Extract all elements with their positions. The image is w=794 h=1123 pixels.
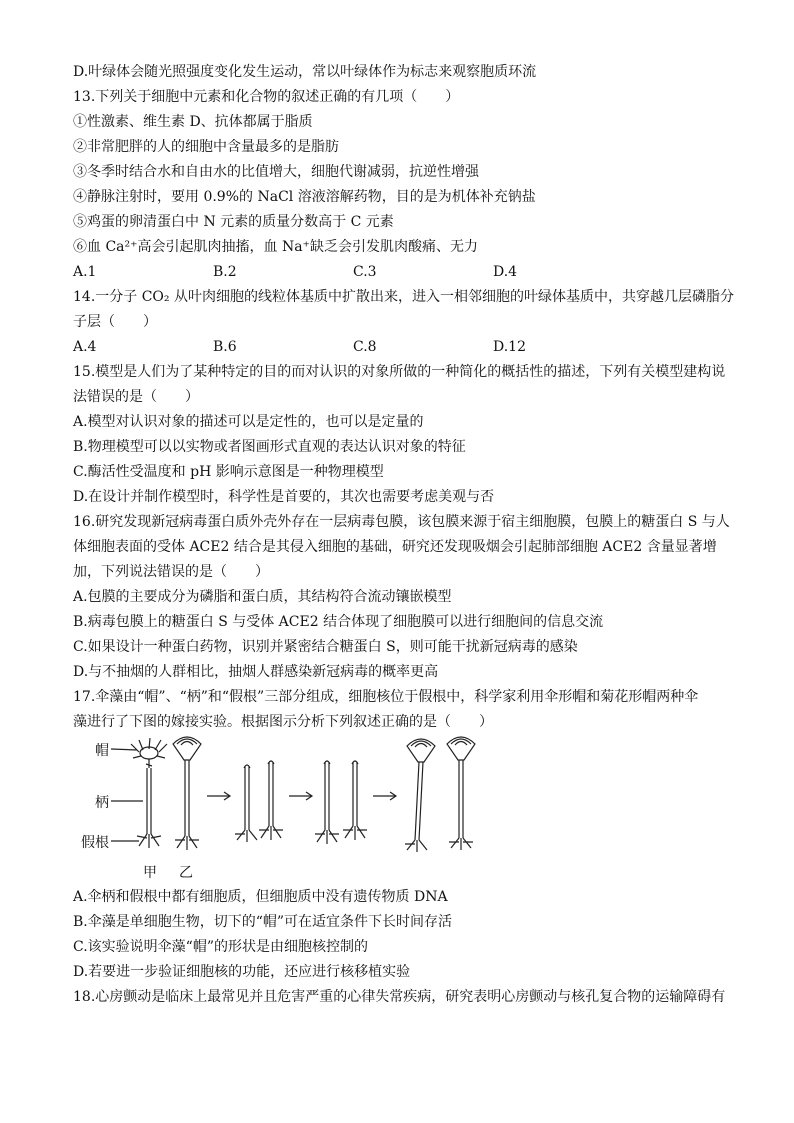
q16-option-a: A.包膜的主要成分为磷脂和蛋白质，其结构符合流动镶嵌模型 bbox=[73, 589, 452, 605]
figure-label-rhizoid: 假根 bbox=[81, 835, 109, 851]
grafting-figure bbox=[73, 730, 493, 882]
grafted-algae bbox=[315, 761, 367, 844]
q15-option-d: D.在设计并制作模型时，科学性是首要的，其次也需要考虑美观与否 bbox=[73, 489, 495, 505]
alga-jia bbox=[131, 738, 167, 848]
q17-stem: 17.伞藻由“帽”、“柄”和“假根”三部分组成，细胞核位于假根中，科学家利用伞形帽和菊花形帽两种伞 bbox=[73, 689, 699, 705]
figure-label-cap: 帽 bbox=[95, 743, 109, 759]
q16-option-d: D.与不抽烟的人群相比，抽烟人群感染新冠病毒的概率更高 bbox=[73, 664, 439, 680]
q14-stem: 14.一分子 CO₂ 从叶肉细胞的线粒体基质中扩散出来，进入一相邻细胞的叶绿体基质中，共穿越几层磷脂分 bbox=[73, 289, 734, 305]
q17-option-a: A.伞柄和假根中都有细胞质，但细胞质中没有遗传物质 DNA bbox=[73, 889, 448, 905]
figure-label-yi: 乙 bbox=[179, 865, 193, 881]
cut-stalks bbox=[235, 761, 283, 842]
grafting-diagram bbox=[73, 730, 493, 882]
q15-option-c: C.酶活性受温度和 pH 影响示意图是一种物理模型 bbox=[73, 464, 384, 480]
q15-option-b: B.物理模型可以以实物或者图画形式直观的表达认识对象的特征 bbox=[73, 439, 466, 455]
q15-option-a: A.模型对认识对象的描述可以是定性的，也可以是定量的 bbox=[73, 414, 424, 430]
q13-statement-6: ⑥血 Ca²⁺高会引起肌肉抽搐，血 Na⁺缺乏会引发肌肉酸痛、无力 bbox=[73, 239, 478, 255]
figure-label-jia: 甲 bbox=[143, 865, 157, 881]
q15-stem: 15.模型是人们为了某种特定的目的而对认识的对象所做的一种简化的概括性的描述，下列有关模型建构说 bbox=[73, 364, 726, 380]
q13-statement-3: ③冬季时结合水和自由水的比值增大，细胞代谢减弱，抗逆性增强 bbox=[73, 164, 479, 180]
q13-statement-4: ④静脉注射时，要用 0.9%的 NaCl 溶液溶解药物，目的是为机体补充钠盐 bbox=[73, 189, 536, 205]
q17-option-d: D.若要进一步验证细胞核的功能，还应进行核移植实验 bbox=[73, 964, 411, 980]
q13-option-a: A.1 bbox=[73, 264, 97, 280]
q16-option-b: B.病毒包膜上的糖蛋白 S 与受体 ACE2 结合体现了细胞膜可以进行细胞间的信息交流 bbox=[73, 614, 604, 630]
q12-option-d: D.叶绿体会随光照强度变化发生运动，常以叶绿体作为标志来观察胞质环流 bbox=[73, 64, 537, 80]
pointer-line-cap bbox=[111, 749, 137, 750]
q16-stem: 16.研究发现新冠病毒蛋白质外壳外存在一层病毒包膜，该包膜来源于宿主细胞膜，包膜上的糖蛋白 S 与人 bbox=[73, 514, 730, 530]
q13-option-c: C.3 bbox=[353, 264, 377, 280]
q15-stem-cont: 法错误的是（ ） bbox=[73, 389, 199, 405]
q17-option-c: C.该实验说明伞藻“帽”的形状是由细胞核控制的 bbox=[73, 939, 368, 955]
q13-statement-1: ①性激素、维生素 D、抗体都属于脂质 bbox=[73, 114, 313, 130]
q16-option-c: C.如果设计一种蛋白药物，识别并紧密结合糖蛋白 S，则可能干扰新冠病毒的感染 bbox=[73, 639, 578, 655]
result-alga-umbrella bbox=[405, 739, 435, 852]
q14-stem-cont: 子层（ ） bbox=[73, 314, 157, 330]
figure-label-stalk: 柄 bbox=[95, 795, 109, 811]
result-alga-chrysanthemum bbox=[447, 737, 475, 850]
q14-option-c: C.8 bbox=[353, 339, 377, 355]
q18-stem: 18.心房颤动是临床上最常见并且危害严重的心律失常疾病，研究表明心房颤动与核孔复合物的运输障碍有 bbox=[73, 989, 726, 1005]
alga-yi bbox=[173, 737, 201, 850]
q13-option-b: B.2 bbox=[213, 264, 237, 280]
q13-option-d: D.4 bbox=[493, 264, 518, 280]
q17-option-b: B.伞藻是单细胞生物，切下的“帽”可在适宜条件下长时间存活 bbox=[73, 914, 453, 930]
q14-option-b: B.6 bbox=[213, 339, 237, 355]
q13-stem: 13.下列关于细胞中元素和化合物的叙述正确的有几项（ ） bbox=[73, 89, 460, 105]
q14-option-d: D.12 bbox=[493, 339, 526, 355]
q16-stem-cont-1: 体细胞表面的受体 ACE2 结合是其侵入细胞的基础，研究还发现吸烟会引起肺部细胞 ACE2 含量显著增 bbox=[73, 539, 717, 555]
q13-statement-2: ②非常肥胖的人的细胞中含量最多的是脂肪 bbox=[73, 139, 339, 155]
q17-stem-cont: 藻进行了下图的嫁接实验。根据图示分析下列叙述正确的是（ ） bbox=[73, 714, 493, 730]
q14-option-a: A.4 bbox=[73, 339, 97, 355]
q16-stem-cont-2: 加，下列说法错误的是（ ） bbox=[73, 564, 269, 580]
q13-statement-5: ⑤鸡蛋的卵清蛋白中 N 元素的质量分数高于 C 元素 bbox=[73, 214, 394, 230]
